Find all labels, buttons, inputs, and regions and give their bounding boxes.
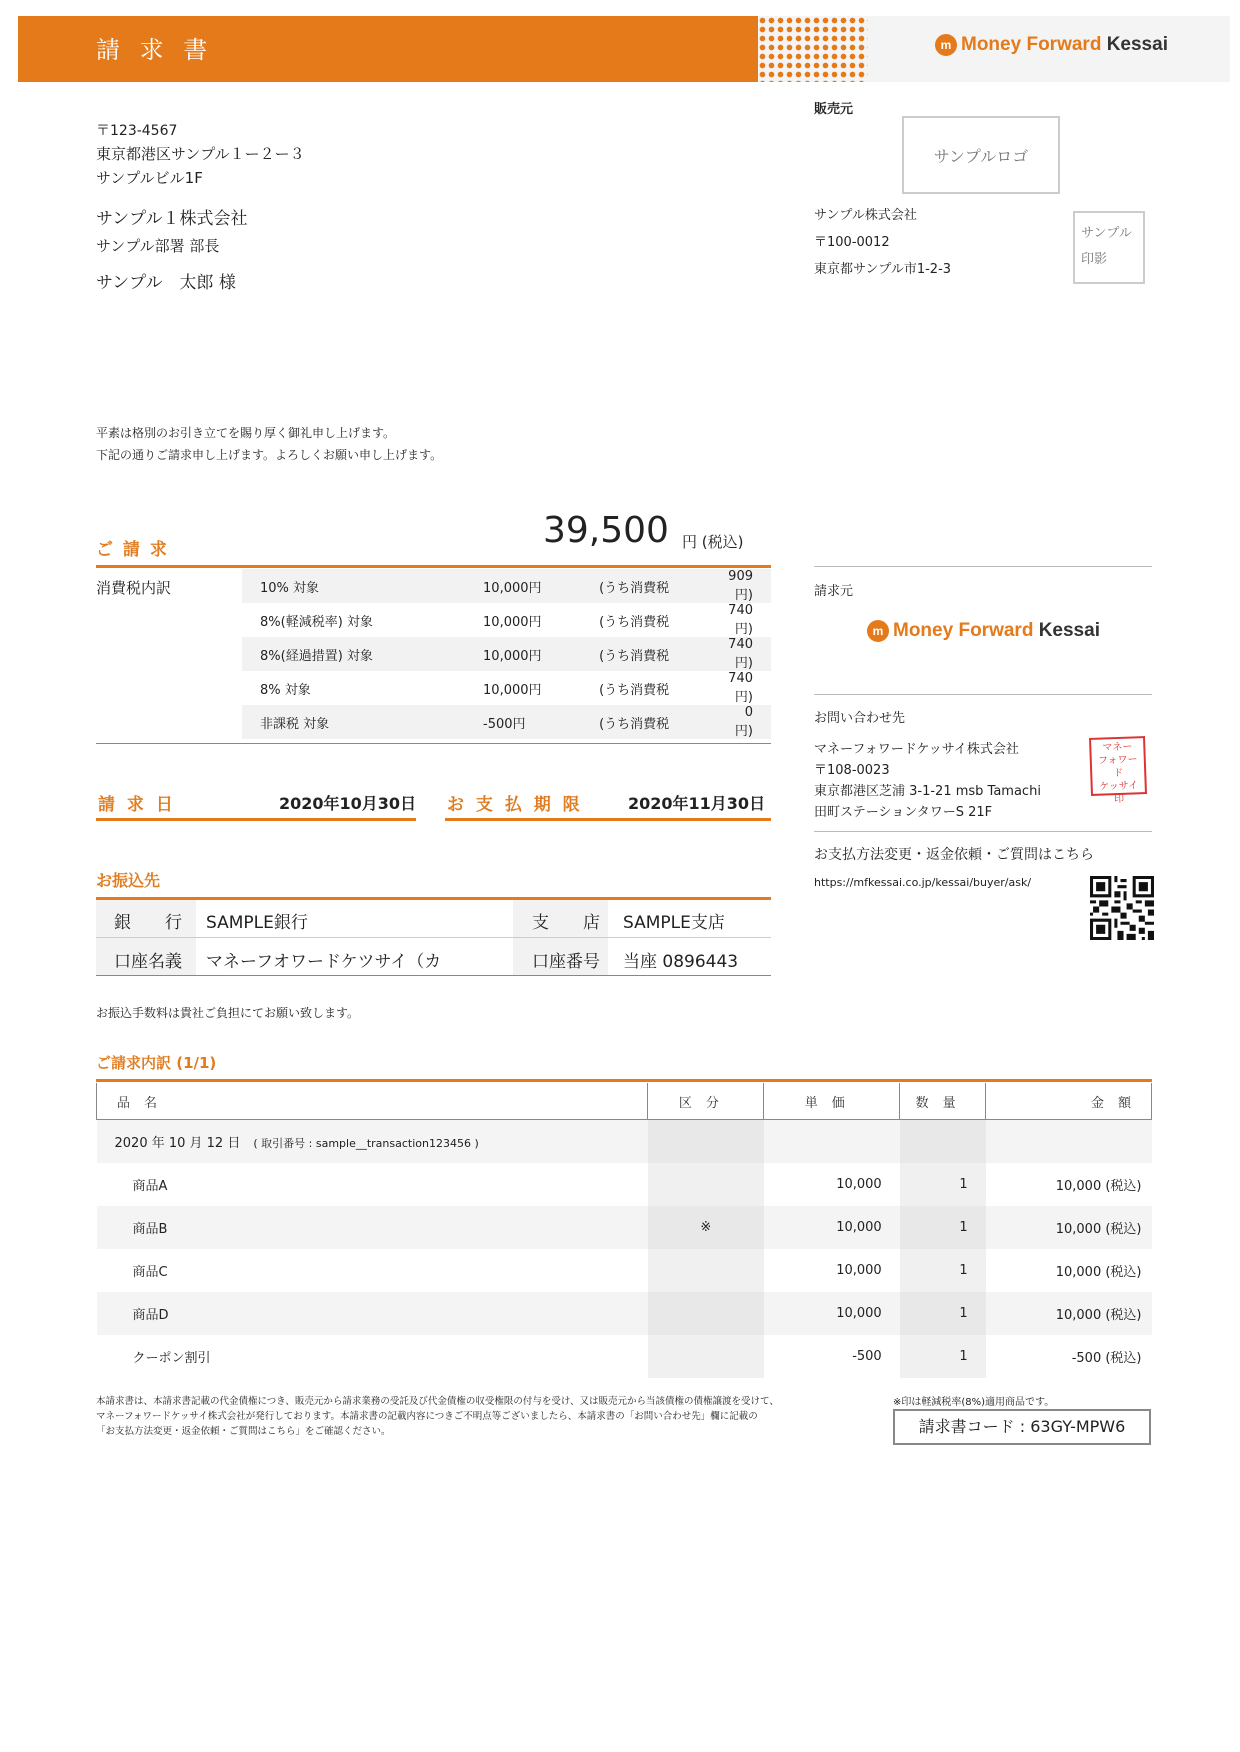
tax-note: (うち消費税	[591, 637, 720, 671]
invoice-date: 2020年10月30日	[279, 794, 417, 813]
recipient-dept: サンプル部署 部長	[96, 237, 220, 255]
tax-breakdown-table	[242, 569, 771, 739]
item-quantity: 1	[900, 1206, 986, 1249]
tax-category: 8% 対象	[260, 682, 311, 698]
tax-value: 909円)	[720, 569, 771, 603]
help-label: お支払方法変更・返金依頼・ご質問はこちら	[814, 847, 1094, 863]
account-number: 当座 0896443	[623, 952, 739, 972]
tax-row	[242, 569, 771, 603]
due-date-underline	[445, 818, 771, 821]
tax-value: 740円)	[720, 637, 771, 671]
seller-address: 東京都サンプル市1-2-3	[814, 262, 952, 277]
document-title: 請 求 書	[96, 36, 214, 64]
brand-mark-icon: m	[935, 34, 957, 56]
recipient-postal: 〒123-4567	[96, 123, 178, 139]
table-row	[97, 1163, 1152, 1206]
tax-category: 8%(経過措置) 対象	[242, 637, 475, 671]
item-kubun	[648, 1249, 764, 1292]
item-unit-price: 10,000	[836, 1263, 882, 1278]
header-quantity: 数量	[900, 1083, 986, 1120]
due-date: 2020年11月30日	[628, 794, 766, 813]
issuer-label: 請求元	[814, 584, 854, 599]
footer-note-line1: 本請求書は、本請求書記載の代金債権につき、販売元から請求業務の受託及び代金債権の収受権限の付与を受け、又は販売元から当該債権の債権譲渡を受けて、	[96, 1396, 779, 1407]
contact-label: お問い合わせ先	[814, 711, 906, 726]
issuer-company: マネーフォワードケッサイ株式会社	[814, 742, 1019, 757]
tax-amount: 10,000円	[483, 614, 542, 630]
item-amount: 10,000 (税込)	[1055, 1179, 1142, 1194]
issuer-address2: 田町ステーションタワーS 21F	[814, 805, 993, 820]
item-name: 商品C	[132, 1265, 168, 1280]
tax-amount: 10,000円	[483, 682, 542, 698]
item-unit-price: 10,000	[764, 1206, 900, 1249]
tax-note: (うち消費税	[599, 614, 670, 630]
invoice-date-underline	[96, 818, 416, 821]
bank-label: 銀 行	[114, 913, 182, 933]
header-unit-price: 単価	[764, 1083, 900, 1120]
company-seal-stamp: マネー フォワード ケッサイ 印	[1089, 736, 1147, 796]
tax-note: (うち消費税	[591, 705, 720, 739]
invoice-code: 請求書コード : 63GY-MPW6	[893, 1409, 1151, 1445]
recipient-company: サンプル１株式会社	[96, 209, 248, 229]
issuer-address1: 東京都港区芝浦 3-1-21 msb Tamachi	[814, 784, 1041, 799]
billing-amount: 39,500	[543, 510, 669, 551]
recipient-address2: サンプルビル1F	[96, 169, 203, 187]
item-quantity: 1	[900, 1292, 986, 1335]
tax-value: 740円)	[728, 603, 753, 637]
item-amount: 10,000 (税込)	[986, 1292, 1152, 1335]
item-kubun	[648, 1335, 764, 1378]
tax-table-bottom-rule	[96, 743, 771, 744]
item-kubun	[648, 1292, 764, 1335]
due-date-label: お 支 払 期 限	[447, 795, 583, 815]
tax-value: 0円)	[720, 705, 771, 739]
header-dot-pattern	[758, 16, 868, 82]
item-amount: -500 (税込)	[1071, 1351, 1142, 1366]
item-unit-price: -500	[852, 1349, 882, 1364]
seller-postal: 〒100-0012	[814, 235, 890, 250]
billing-unit: 円 (税込)	[682, 533, 744, 551]
transfer-label: お振込先	[96, 871, 161, 890]
tax-breakdown-label: 消費税内訳	[96, 579, 172, 597]
footer-note-line2: マネーフォワードケッサイ株式会社が発行しております。本請求書の記載内容につきご不明点等ございましたら、本請求書の「お問い合わせ先」欄に記載の	[96, 1411, 758, 1422]
tax-note: (うち消費税	[599, 682, 670, 698]
item-amount: 10,000 (税込)	[1055, 1265, 1142, 1280]
items-top-rule	[96, 1079, 1152, 1082]
holder-name: マネーフオワードケツサイ（カ	[206, 952, 442, 972]
seller-label: 販売元	[814, 102, 854, 117]
help-url-link[interactable]: https://mfkessai.co.jp/kessai/buyer/ask/	[814, 876, 1032, 889]
brand-logo-header: m Money Forward Kessai	[935, 34, 1168, 56]
billing-underline	[96, 565, 771, 568]
issuer-postal: 〒108-0023	[814, 763, 890, 778]
table-row	[97, 1292, 1152, 1335]
bank-name: SAMPLE銀行	[206, 913, 308, 933]
seller-stamp-placeholder: サンプル 印影	[1073, 211, 1145, 284]
header-kubun: 区分	[648, 1083, 764, 1120]
tax-row	[242, 671, 771, 705]
account-label: 口座番号	[532, 952, 600, 972]
tax-category: 10% 対象	[242, 569, 475, 603]
item-quantity: 1	[900, 1335, 986, 1378]
qr-code-icon[interactable]	[1090, 876, 1154, 940]
tax-amount: 10,000円	[475, 569, 591, 603]
items-table	[96, 1083, 1152, 1378]
tax-amount: 10,000円	[475, 637, 591, 671]
holder-label: 口座名義	[114, 952, 182, 972]
tax-category: 非課税 対象	[242, 705, 475, 739]
item-quantity: 1	[900, 1249, 986, 1292]
seller-logo-placeholder: サンプルロゴ	[902, 116, 1060, 194]
item-unit-price: 10,000	[764, 1292, 900, 1335]
tax-amount: -500円	[475, 705, 591, 739]
item-group-date: 2020 年 10 月 12 日	[114, 1136, 241, 1151]
billing-label: ご 請 求	[96, 540, 169, 560]
brand-mark-icon: m	[867, 620, 889, 642]
table-row	[97, 1206, 1152, 1249]
brand-logo-issuer: m Money Forward Kessai	[867, 620, 1100, 642]
items-title: ご請求内訳 (1/1)	[96, 1054, 217, 1072]
branch-label: 支 店	[532, 913, 600, 933]
item-unit-price: 10,000	[836, 1177, 882, 1192]
transfer-table	[96, 900, 771, 976]
table-row	[97, 1249, 1152, 1292]
item-group-transaction: ( 取引番号 : sample__transaction123456 )	[253, 1137, 479, 1150]
item-quantity: 1	[900, 1163, 986, 1206]
item-amount: 10,000 (税込)	[986, 1206, 1152, 1249]
transfer-fee-note: お振込手数料は貴社ご負担にてお願い致します。	[96, 1006, 360, 1020]
greeting-line2: 下記の通りご請求申し上げます。よろしくお願い申し上げます。	[96, 448, 443, 462]
footer-note-line3: 「お支払方法変更・返金依頼・ご質問はこちら」をご確認ください。	[96, 1426, 391, 1437]
item-name: 商品A	[132, 1179, 168, 1194]
tax-value: 740円)	[728, 671, 753, 705]
seller-company: サンプル株式会社	[814, 208, 917, 223]
item-name: 商品B	[97, 1206, 648, 1249]
header-amount: 金額	[986, 1083, 1152, 1120]
greeting-line1: 平素は格別のお引き立てを賜り厚く御礼申し上げます。	[96, 426, 396, 440]
tax-row	[242, 603, 771, 637]
tax-note: (うち消費税	[591, 569, 720, 603]
table-row	[97, 1335, 1152, 1378]
item-group-row	[97, 1120, 1152, 1164]
item-name: クーポン割引	[132, 1351, 211, 1366]
tax-category: 8%(軽減税率) 対象	[260, 614, 373, 630]
recipient-address1: 東京都港区サンプル１ー２ー３	[96, 145, 305, 163]
recipient-name: サンプル 太郎 様	[96, 273, 236, 293]
invoice-date-label: 請 求 日	[98, 795, 176, 815]
item-name: 商品D	[97, 1292, 648, 1335]
header-item-name: 品名	[97, 1083, 648, 1120]
tax-row	[242, 637, 771, 671]
tax-row	[242, 705, 771, 739]
branch-name: SAMPLE支店	[623, 913, 725, 933]
reduced-tax-note: ※印は軽減税率(8%)適用商品です。	[893, 1397, 1055, 1408]
item-kubun: ※	[648, 1206, 764, 1249]
item-kubun	[648, 1163, 764, 1206]
